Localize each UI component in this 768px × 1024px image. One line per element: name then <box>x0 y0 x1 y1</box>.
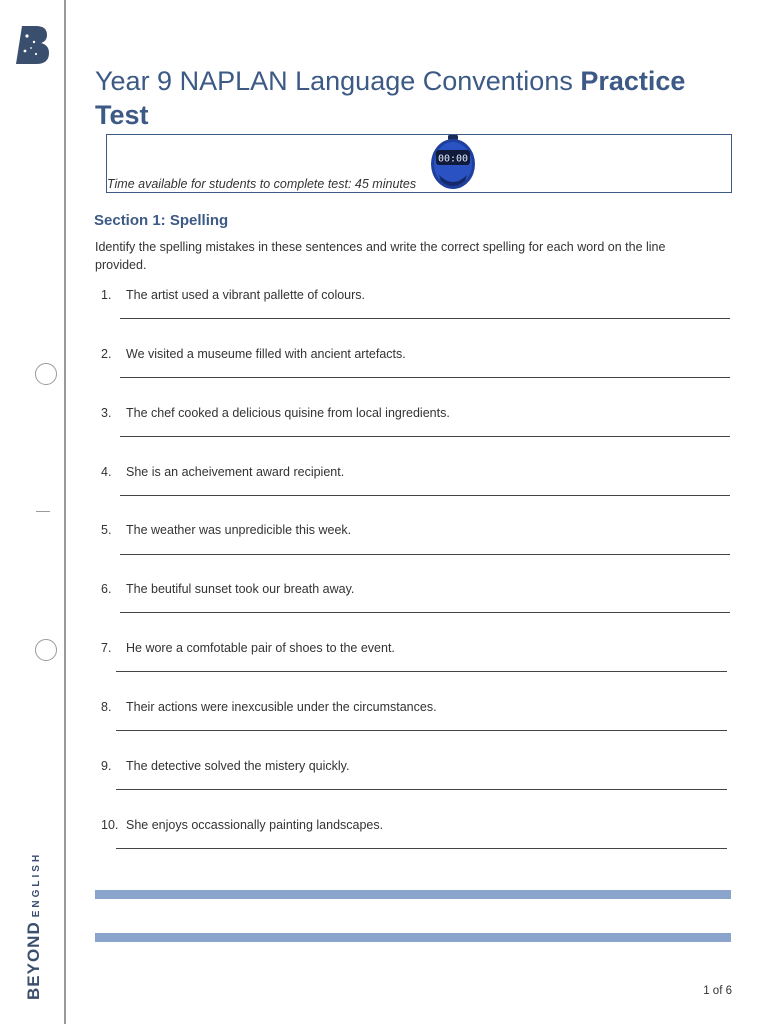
stopwatch-display: 00:00 <box>437 153 469 165</box>
question-number-5: 5. <box>101 523 112 537</box>
footer-band-bottom <box>95 933 731 942</box>
section-instructions: Identify the spelling mistakes in these sentences and write the correct spelling for each word on the line provided. <box>95 240 666 272</box>
question-number-2: 2. <box>101 347 112 361</box>
stopwatch-icon <box>429 135 477 191</box>
page-title <box>95 64 735 132</box>
brand-vertical-text <box>24 852 47 1000</box>
question-text-6: The beutiful sunset took our breath away. <box>126 582 355 596</box>
question-text-3: The chef cooked a delicious quisine from local ingredients. <box>126 406 450 420</box>
question-number-7: 7. <box>101 641 112 655</box>
answer-line-4[interactable] <box>120 495 730 496</box>
title-regular: Year 9 NAPLAN Language Conventions <box>95 66 581 96</box>
question-text-1: The artist used a vibrant pallette of colours. <box>126 288 366 302</box>
question-number-9: 9. <box>101 759 112 773</box>
answer-line-2[interactable] <box>120 377 730 378</box>
section-heading: Section 1: Spelling <box>94 212 229 229</box>
answer-line-9[interactable] <box>116 789 727 790</box>
question-number-10: 10. <box>101 818 119 832</box>
question-text-7: He wore a comfotable pair of shoes to the event. <box>126 641 395 655</box>
punch-hole-top <box>35 363 57 385</box>
footer-band-top <box>95 890 731 899</box>
answer-line-3[interactable] <box>120 436 730 437</box>
answer-line-1[interactable] <box>120 318 730 319</box>
question-text-10: She enjoys occassionally painting landscapes. <box>126 818 384 832</box>
answer-line-6[interactable] <box>120 612 730 613</box>
margin-rule <box>64 0 66 1024</box>
question-text-5: The weather was unpredicible this week. <box>126 523 352 537</box>
question-number-6: 6. <box>101 582 112 596</box>
question-text-4: She is an acheivement award recipient. <box>126 465 345 479</box>
question-text-9: The detective solved the mistery quickly. <box>126 759 350 773</box>
page-number: 1 of 6 <box>703 985 732 997</box>
time-box <box>106 134 732 193</box>
punch-hole-bottom <box>35 639 57 661</box>
title-bold: Practice Test <box>95 66 686 130</box>
fold-mark <box>36 511 50 512</box>
question-text-2: We visited a museume filled with ancient artefacts. <box>126 347 406 361</box>
answer-line-7[interactable] <box>116 671 727 672</box>
question-text-8: Their actions were inexcusible under the circumstances. <box>126 700 437 714</box>
brand-word-english: ENGLISH <box>31 851 42 918</box>
question-number-4: 4. <box>101 465 112 479</box>
answer-line-8[interactable] <box>116 730 727 731</box>
question-number-3: 3. <box>101 406 112 420</box>
time-available-text: Time available for students to complete test: 45 minutes <box>107 177 417 191</box>
answer-line-5[interactable] <box>120 554 730 555</box>
question-number-1: 1. <box>101 288 112 302</box>
brand-word-beyond: BEYOND <box>24 921 43 1000</box>
beyond-logo-icon <box>14 24 52 66</box>
question-number-8: 8. <box>101 700 112 714</box>
answer-line-10[interactable] <box>116 848 727 849</box>
